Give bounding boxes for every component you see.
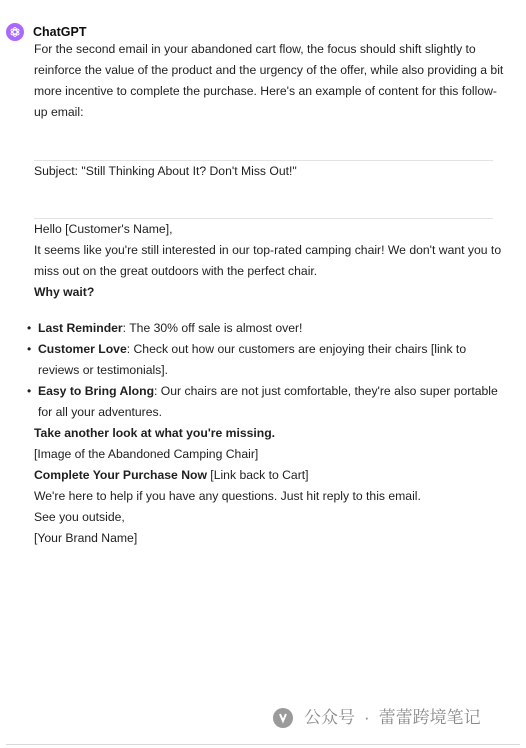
image-placeholder: [Image of the Abandoned Camping Chair] [34,447,259,461]
bullet-icon: • [27,384,32,398]
cta-bold: Complete Your Purchase Now [34,468,207,482]
email-subject: Subject: "Still Thinking About It? Don't Miss Out!" [34,164,297,178]
bullet-title: Easy to Bring Along [38,384,155,398]
list-item [27,318,504,339]
intro-paragraph: For the second email in your abandoned cart flow, the focus should shift slightly to reinforce the value of the product and the urgency of the offer, while also providing a bit more incentive to complete the purchase. Here's an example of content for this follow-up email: [34,42,504,119]
bullet-title: Customer Love [38,342,127,356]
email-paragraph: It seems like you're still interested in our top-rated camping chair! We don't want you to miss out on the great outdoors with the perfect chair. [34,243,502,278]
list-item [27,381,504,423]
bullet-icon: • [27,342,32,356]
cta-link: [Link back to Cart] [206,468,309,482]
take-look-line: Take another look at what you're missing. [34,426,276,440]
bullet-text: : Our chairs are not just comfortable, they're also super portable for all your adventures. [38,384,498,419]
why-wait-heading: Why wait? [34,285,95,299]
signoff-line: See you outside, [34,510,125,524]
bullet-icon: • [27,321,32,335]
bullet-list [27,318,504,423]
watermark-account-label: 公众号 [304,708,355,727]
author-name: ChatGPT [33,24,87,39]
brand-name-line: [Your Brand Name] [34,531,138,545]
watermark-account-name: 蕾蕾跨境笔记 [378,708,481,727]
bullet-text: : The 30% off sale is almost over! [122,321,303,335]
help-text: We're here to help if you have any questions. Just hit reply to this email. [34,489,421,503]
watermark [273,707,481,729]
email-greeting: Hello [Customer's Name], [34,222,173,236]
wechat-official-account-icon [273,708,293,728]
cta-line [34,465,504,486]
bullet-text: : Check out how our customers are enjoying their chairs [link to reviews or testimonials]. [38,342,467,377]
message-body [27,39,504,549]
openai-logo-icon [6,23,24,41]
openai-logo-glyph [9,26,21,38]
watermark-separator: · [364,708,370,727]
wechat-logo-glyph [277,712,289,724]
bottom-divider [6,744,520,745]
list-item [27,339,504,381]
bullet-title: Last Reminder [38,321,123,335]
